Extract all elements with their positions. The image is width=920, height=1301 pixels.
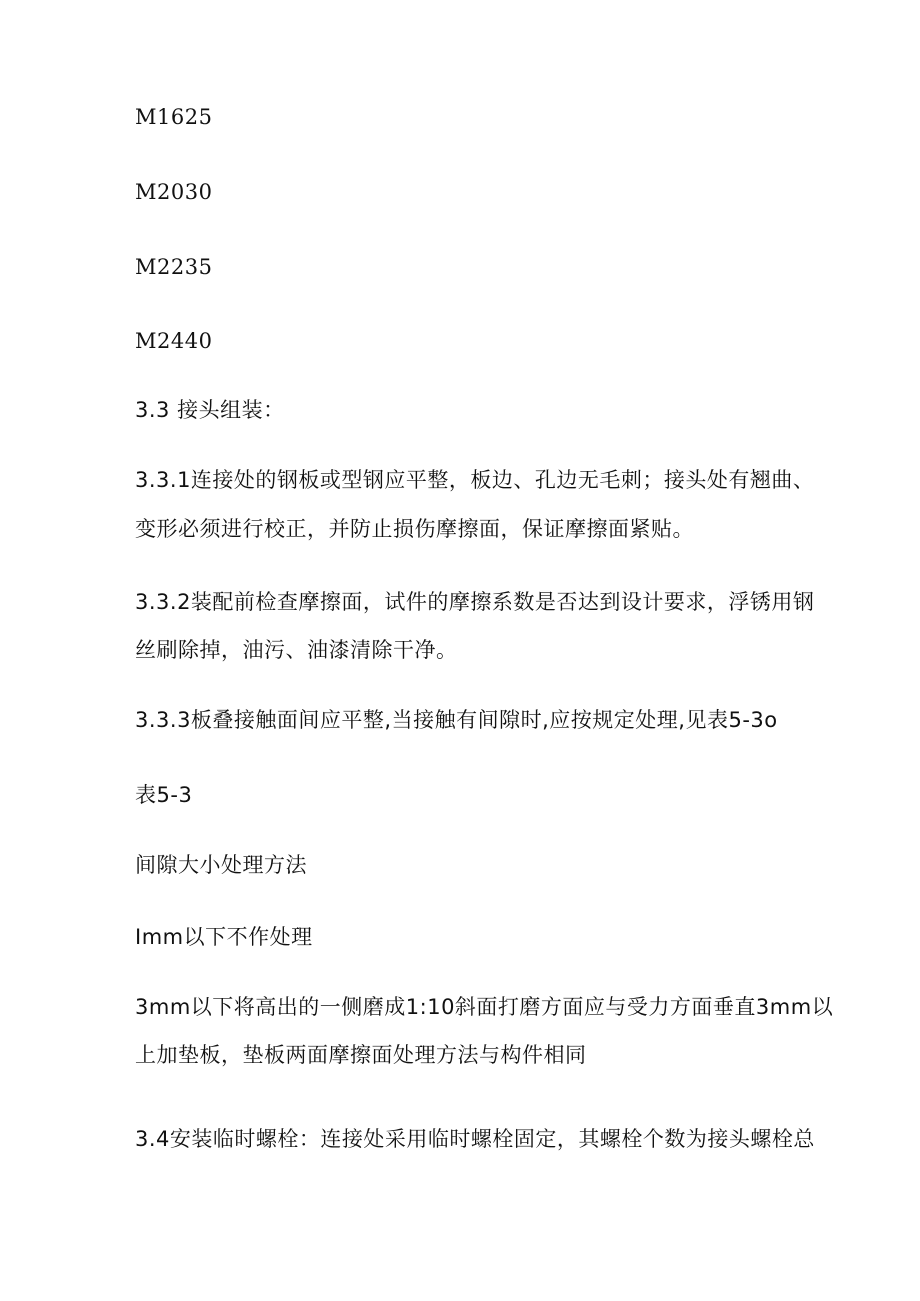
table-row-1: Imm以下不作处理 bbox=[135, 925, 313, 949]
table-caption: 表5-3 bbox=[135, 783, 193, 807]
paragraph-3-3-3: 3.3.3板叠接触面间应平整,当接触有间隙时,应按规定处理,见表5-3o bbox=[135, 708, 778, 732]
table-header: 间隙大小处理方法 bbox=[135, 853, 307, 877]
section-heading-3-3: 3.3 接头组装： bbox=[135, 398, 285, 422]
bolt-spec-m2235: M2235 bbox=[135, 255, 213, 279]
bolt-spec-m2440: M2440 bbox=[135, 329, 213, 353]
paragraph-3-3-1-line-2: 变形必须进行校正，并防止损伤摩擦面，保证摩擦面紧贴。 bbox=[135, 517, 694, 541]
section-3-4-line-1: 3.4安装临时螺栓：连接处采用临时螺栓固定，其螺栓个数为接头螺栓总 bbox=[135, 1127, 815, 1151]
table-row-2-line-2: 上加垫板，垫板两面摩擦面处理方法与构件相同 bbox=[135, 1043, 587, 1067]
paragraph-3-3-1-line-1: 3.3.1连接处的钢板或型钢应平整，板边、孔边无毛刺；接头处有翘曲、 bbox=[135, 468, 815, 492]
paragraph-3-3-2-line-1: 3.3.2装配前检查摩擦面，试件的摩擦系数是否达到设计要求，浮锈用钢 bbox=[135, 590, 815, 614]
table-row-2-line-1: 3mm以下将高出的一侧磨成1:10斜面打磨方面应与受力方面垂直3mm以 bbox=[135, 995, 834, 1019]
paragraph-3-3-2-line-2: 丝刷除掉，油污、油漆清除干净。 bbox=[135, 638, 458, 662]
bolt-spec-m2030: M2030 bbox=[135, 180, 213, 204]
bolt-spec-m1625: M1625 bbox=[135, 105, 213, 129]
